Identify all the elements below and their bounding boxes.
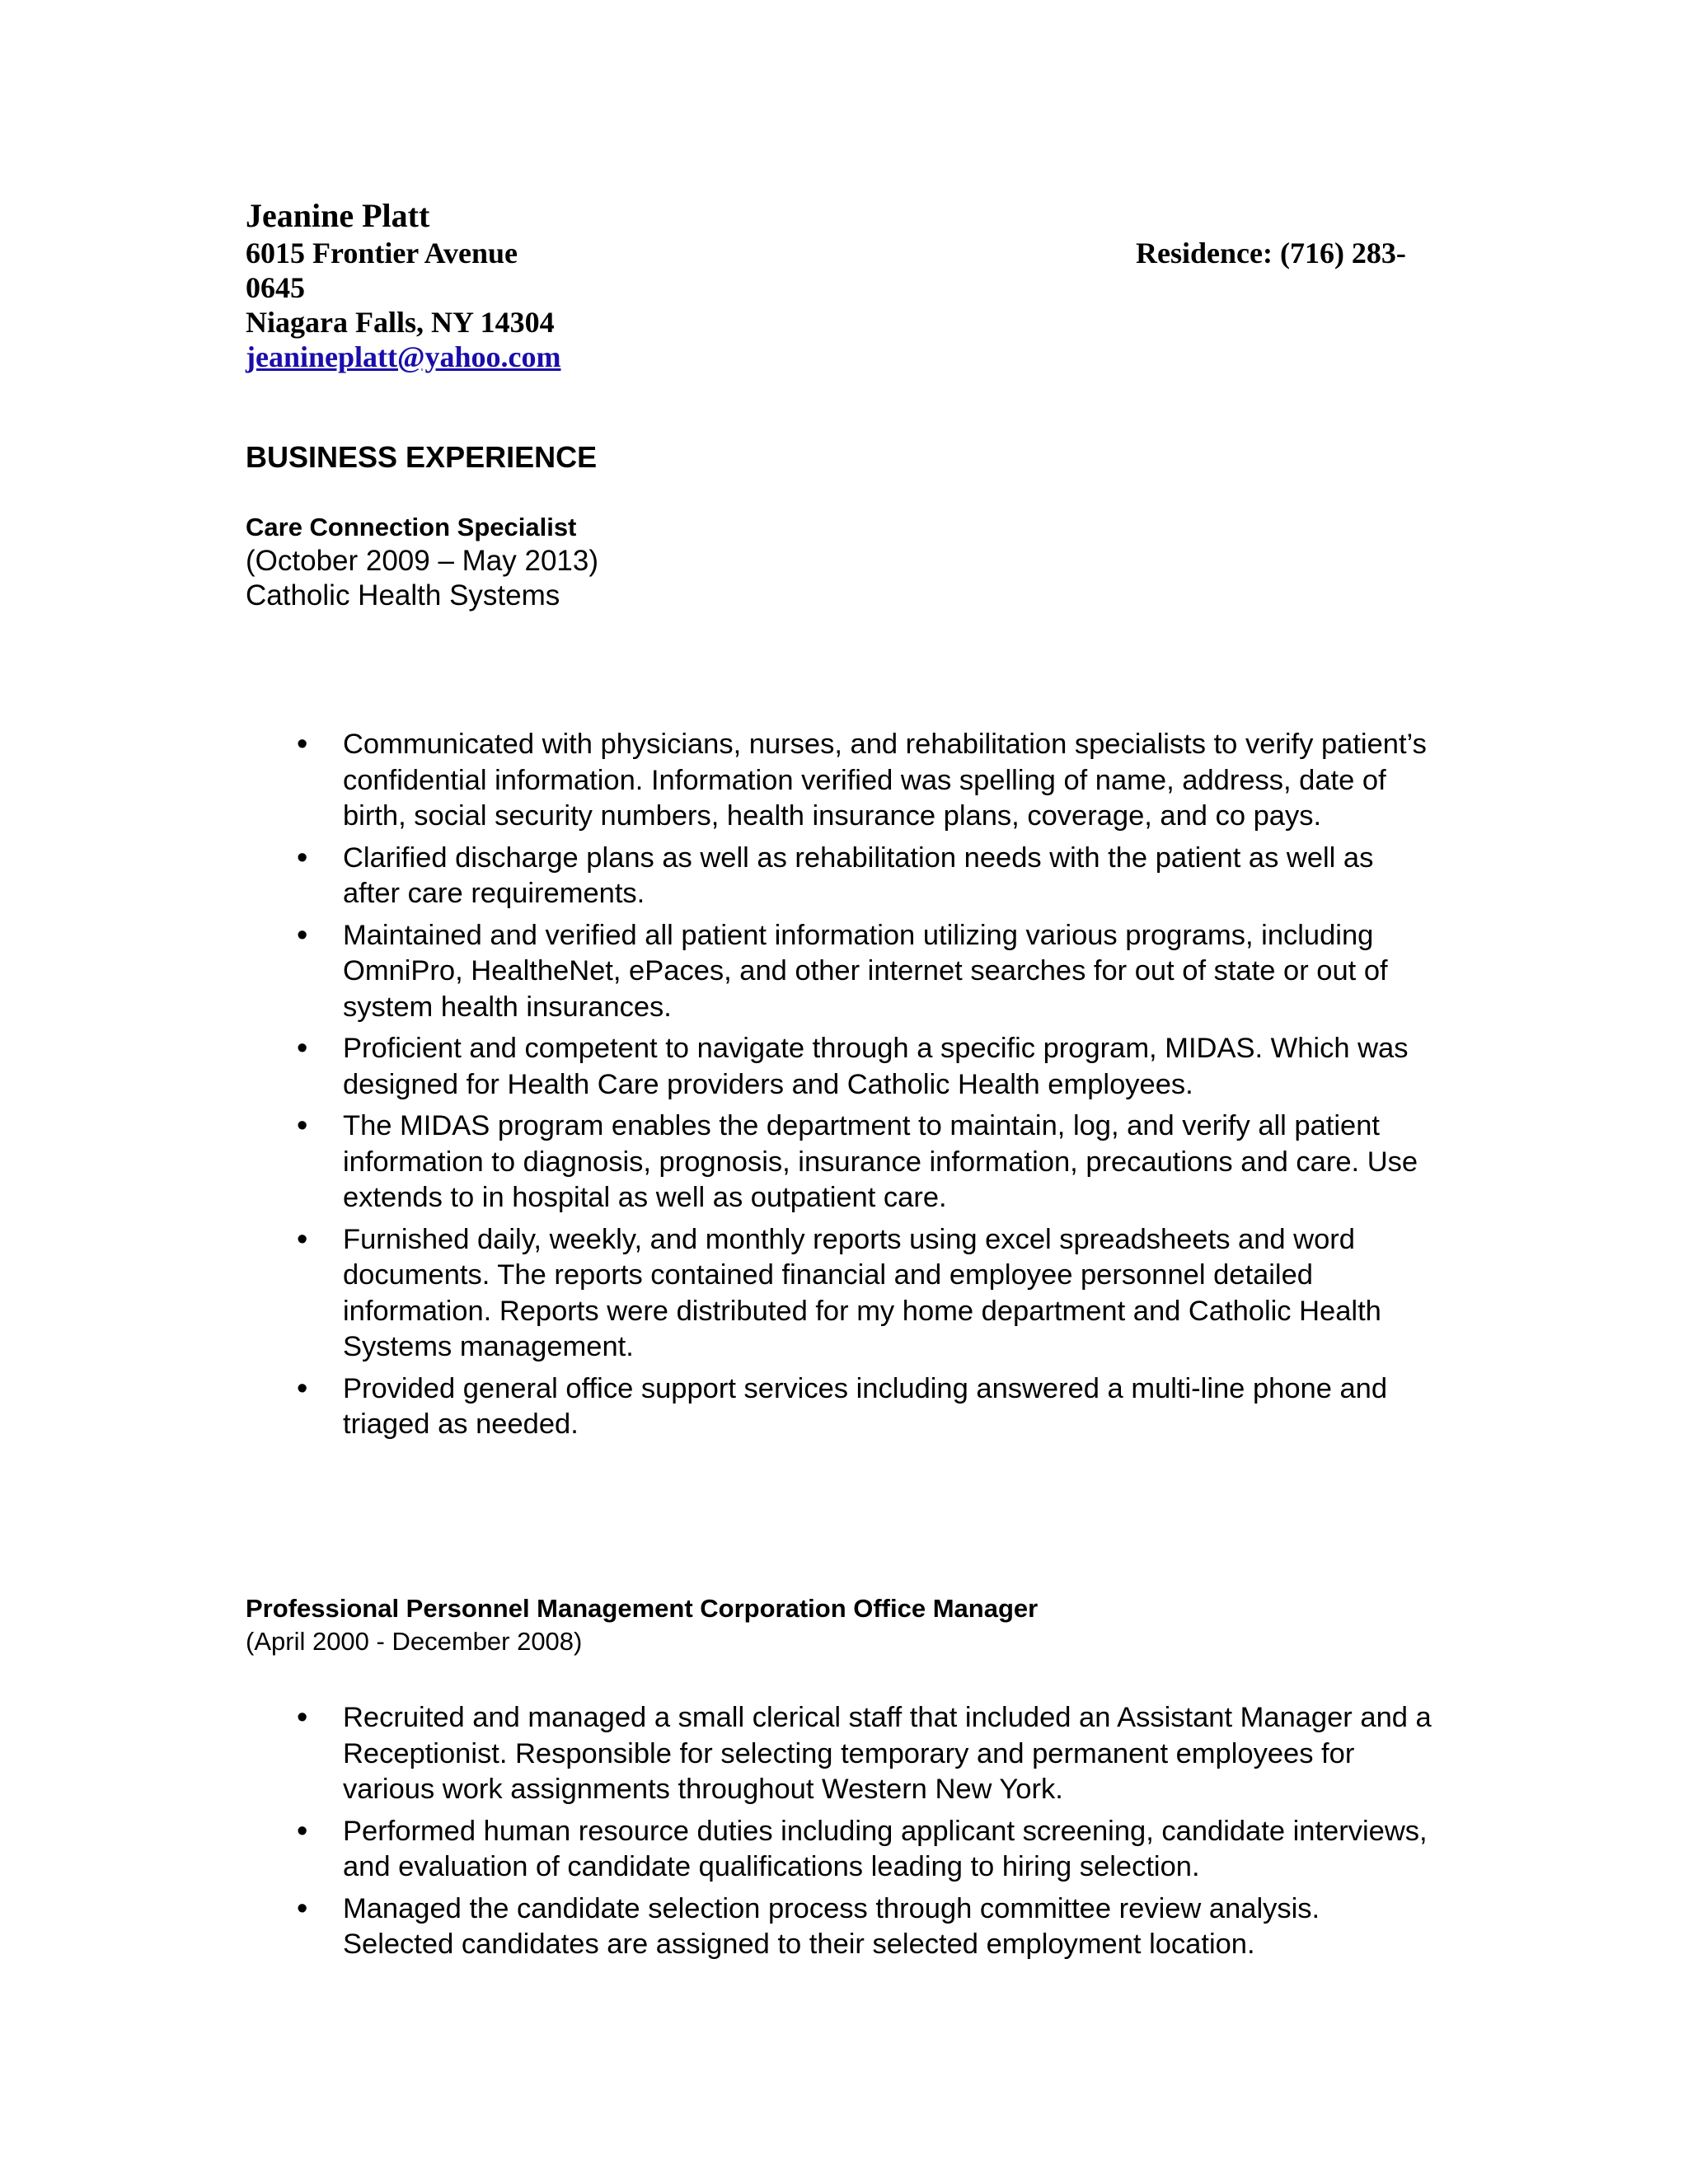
job-duty: • Communicated with physicians, nurses, and rehabilitation specialists to verify patient’s confidential information. Information verified was spelling of name, address, date of birth, social security numbers, health insurance plans, coverage, and co pays. — [297, 727, 1434, 835]
street-address: 6015 Frontier Avenue — [246, 237, 518, 269]
contact-header — [246, 196, 1432, 374]
job-duty: • Clarified discharge plans as well as rehabilitation needs with the patient as well as after care requirements. — [297, 841, 1434, 912]
job-employer: Catholic Health Systems — [246, 579, 560, 612]
job-dates: (October 2009 – May 2013) — [246, 545, 599, 577]
job-duty: • Performed human resource duties including applicant screening, candidate interviews, and evaluation of candidate qualifications leading to hiring selection. — [297, 1814, 1434, 1886]
job-duty: • Maintained and verified all patient information utilizing various programs, including OmniPro, HealtheNet, ePaces, and other internet searches for out of state or out of system health insurances. — [297, 918, 1434, 1026]
city-state-zip: Niagara Falls, NY 14304 — [246, 306, 555, 339]
job-entry — [246, 511, 1482, 613]
job-duty: • Furnished daily, weekly, and monthly reports using excel spreadsheets and word documents. The reports contained financial and employee personnel detailed information. Reports were distributed for my home department and Catholic Health Systems management. — [297, 1222, 1434, 1366]
job-title: Professional Personnel Management Corporation Office Manager — [246, 1594, 1039, 1623]
applicant-name: Jeanine Platt — [246, 197, 430, 234]
phone-number: Residence: (716) 283- — [1136, 237, 1406, 269]
job-entry — [246, 1592, 1482, 1658]
job-title: Care Connection Specialist — [246, 513, 577, 541]
job-duty: • Managed the candidate selection process through committee review analysis. Selected candidates are assigned to their selected employment location. — [297, 1891, 1434, 1963]
job-duties-list — [297, 1700, 1434, 1969]
job-dates: (April 2000 - December 2008) — [246, 1627, 583, 1656]
section-title: BUSINESS EXPERIENCE — [246, 440, 598, 474]
job-duties-list — [297, 727, 1434, 1449]
phone-number-continued: 0645 — [246, 271, 305, 304]
job-duty: • Proficient and competent to navigate through a specific program, MIDAS. Which was designed for Health Care providers and Catholic Health employees. — [297, 1031, 1434, 1103]
job-duty: • Provided general office support services including answered a multi-line phone and triaged as needed. — [297, 1371, 1434, 1443]
job-duty: • The MIDAS program enables the department to maintain, log, and verify all patient information to diagnosis, prognosis, insurance information, precautions and care. Use extends to in hospital as well as outpatient care. — [297, 1108, 1434, 1216]
address-row — [246, 236, 1432, 270]
job-duty: • Recruited and managed a small clerical staff that included an Assistant Manager and a Receptionist. Responsible for selecting temporary and permanent employees for various work assignments throughout Western New York. — [297, 1700, 1434, 1808]
email-link[interactable]: jeanineplatt@yahoo.com — [246, 340, 561, 373]
